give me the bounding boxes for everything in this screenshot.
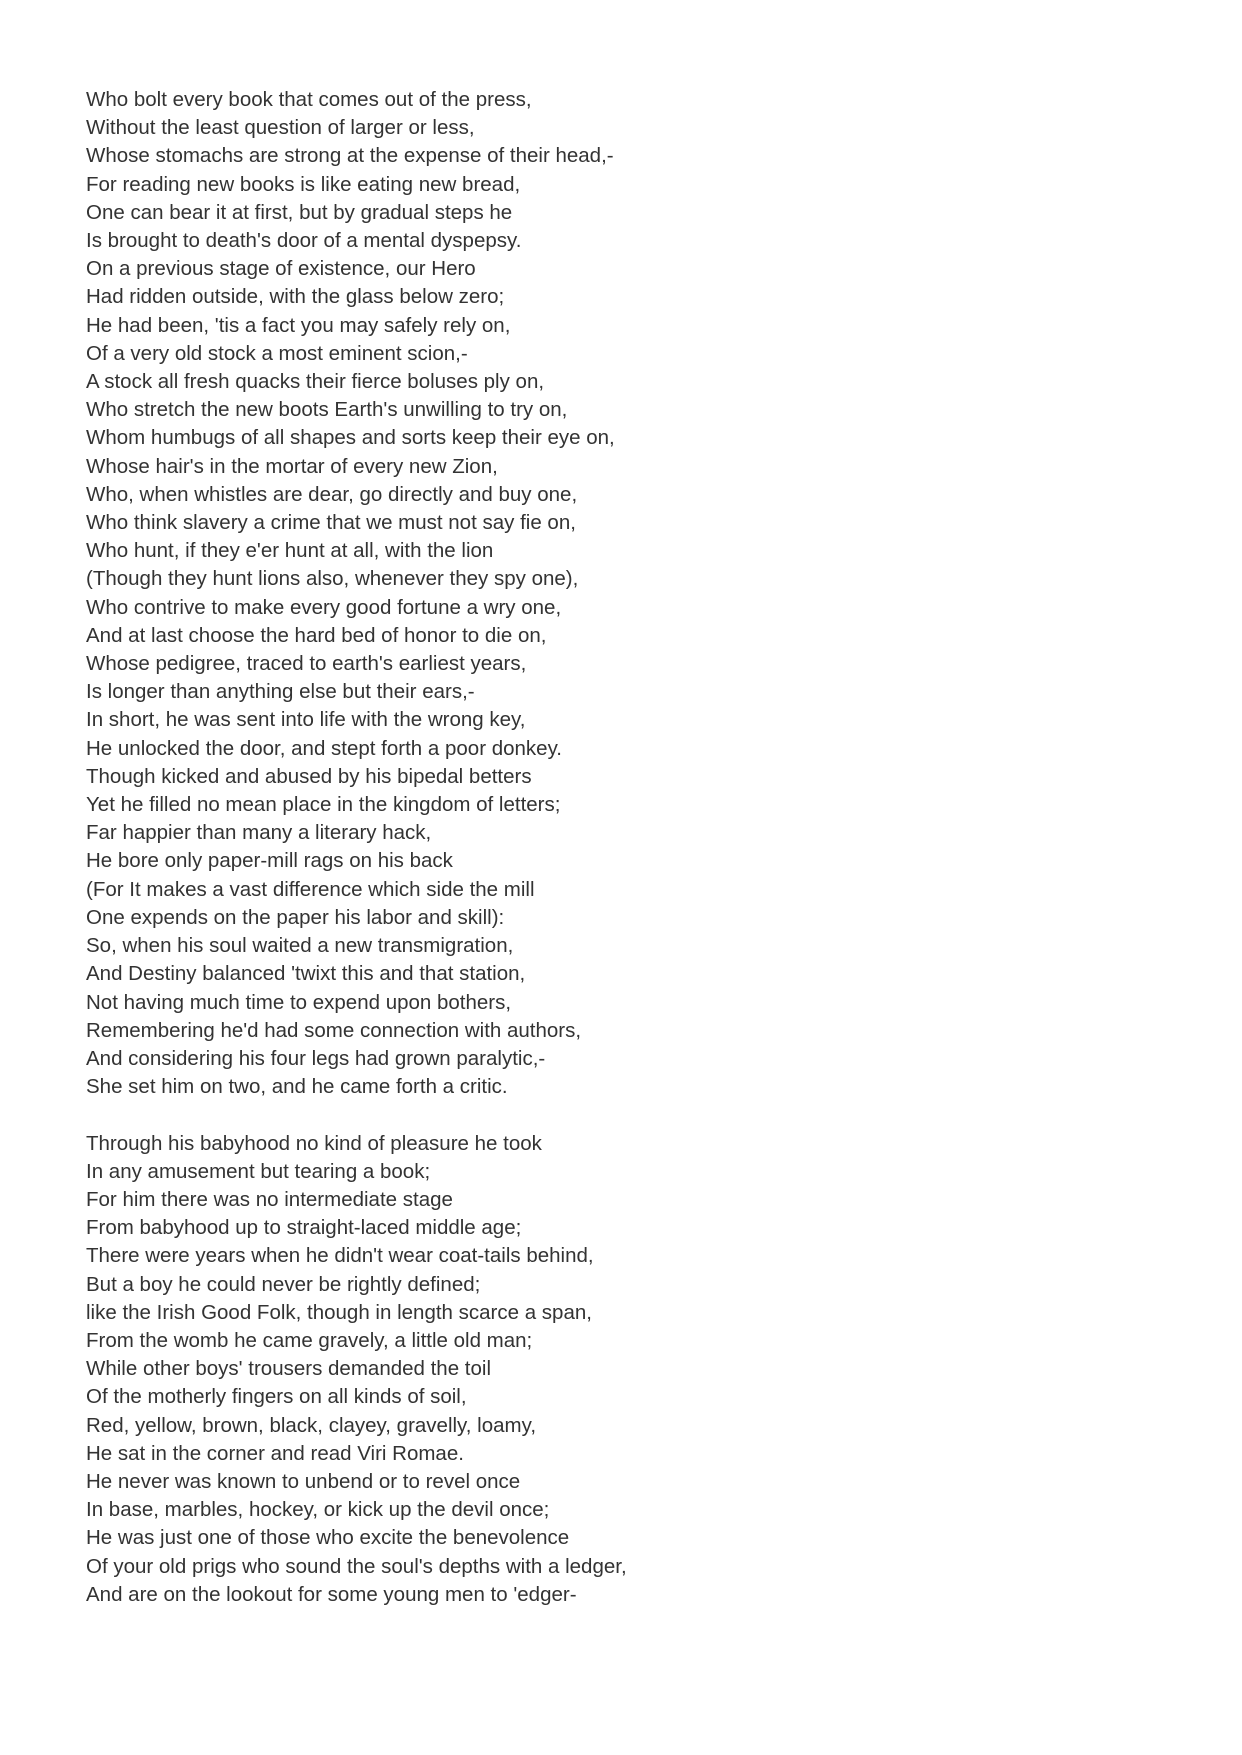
poem-line: Whose stomachs are strong at the expense of their head,- xyxy=(86,144,614,168)
poem-line: Is brought to death's door of a mental dyspepsy. xyxy=(86,229,522,253)
poem-line: In base, marbles, hockey, or kick up the devil once; xyxy=(86,1498,550,1522)
poem-line: From babyhood up to straight-laced middle age; xyxy=(86,1216,522,1240)
poem-line: And at last choose the hard bed of honor to die on, xyxy=(86,623,547,647)
poem-line: From the womb he came gravely, a little old man; xyxy=(86,1328,533,1352)
poem-line: Remembering he'd had some connection with authors, xyxy=(86,1018,582,1042)
poem-line: Whose pedigree, traced to earth's earliest years, xyxy=(86,652,527,676)
poem-line: (For It makes a vast difference which side the mill xyxy=(86,877,535,901)
poem-line: So, when his soul waited a new transmigration, xyxy=(86,934,514,958)
poem-line: And are on the lookout for some young men to 'edger- xyxy=(86,1582,577,1606)
document-page xyxy=(86,86,1186,1609)
poem-line: Red, yellow, brown, black, clayey, gravelly, loamy, xyxy=(86,1413,537,1437)
poem-line: Without the least question of larger or less, xyxy=(86,116,475,140)
poem-line: Is longer than anything else but their ears,- xyxy=(86,680,475,704)
poem-line: (Though they hunt lions also, whenever they spy one), xyxy=(86,567,579,591)
poem-line: Of a very old stock a most eminent scion,- xyxy=(86,341,468,365)
poem-line: Who stretch the new boots Earth's unwilling to try on, xyxy=(86,398,568,422)
poem-line: He bore only paper-mill rags on his back xyxy=(86,849,453,873)
poem-line: She set him on two, and he came forth a critic. xyxy=(86,1075,508,1099)
poem-line: And considering his four legs had grown paralytic,- xyxy=(86,1046,546,1070)
poem-line: There were years when he didn't wear coat-tails behind, xyxy=(86,1244,594,1268)
poem-line: But a boy he could never be rightly defined; xyxy=(86,1272,481,1296)
poem-line: Who, when whistles are dear, go directly and buy one, xyxy=(86,482,578,506)
poem-line: Whom humbugs of all shapes and sorts keep their eye on, xyxy=(86,426,615,450)
stanza-2 xyxy=(86,1130,1186,1609)
poem-line: Though kicked and abused by his bipedal betters xyxy=(86,764,532,788)
poem-line: In short, he was sent into life with the wrong key, xyxy=(86,708,526,732)
poem-line: On a previous stage of existence, our Hero xyxy=(86,257,476,281)
poem-line: One can bear it at first, but by gradual steps he xyxy=(86,200,513,224)
poem-line: Not having much time to expend upon bothers, xyxy=(86,990,512,1014)
poem-line: Who think slavery a crime that we must not say fie on, xyxy=(86,511,576,535)
poem-line: Who hunt, if they e'er hunt at all, with the lion xyxy=(86,539,494,563)
poem-line: He had been, 'tis a fact you may safely rely on, xyxy=(86,313,511,337)
stanza-1 xyxy=(86,86,1186,1101)
poem-line: For reading new books is like eating new bread, xyxy=(86,172,521,196)
poem-line: While other boys' trousers demanded the toil xyxy=(86,1357,492,1381)
poem-line: A stock all fresh quacks their fierce boluses ply on, xyxy=(86,370,545,394)
poem-line: Who contrive to make every good fortune a wry one, xyxy=(86,595,562,619)
poem-line: He was just one of those who excite the benevolence xyxy=(86,1526,570,1550)
poem-line: like the Irish Good Folk, though in length scarce a span, xyxy=(86,1300,592,1324)
poem-line: Who bolt every book that comes out of the press, xyxy=(86,88,532,111)
poem-line: Yet he filled no mean place in the kingdom of letters; xyxy=(86,793,561,817)
poem-line: He never was known to unbend or to revel once xyxy=(86,1469,521,1493)
poem-line: In any amusement but tearing a book; xyxy=(86,1159,431,1183)
poem-line: For him there was no intermediate stage xyxy=(86,1187,453,1211)
poem-line: Of the motherly fingers on all kinds of soil, xyxy=(86,1385,467,1409)
poem-line: Through his babyhood no kind of pleasure he took xyxy=(86,1131,542,1155)
poem-line: Far happier than many a literary hack, xyxy=(86,821,432,845)
poem-line: He sat in the corner and read Viri Romae. xyxy=(86,1441,464,1465)
poem-line: Of your old prigs who sound the soul's depths with a ledger, xyxy=(86,1554,627,1578)
poem-line: And Destiny balanced 'twixt this and that station, xyxy=(86,962,526,986)
poem-line: He unlocked the door, and stept forth a poor donkey. xyxy=(86,736,562,760)
poem-line: One expends on the paper his labor and skill): xyxy=(86,905,505,929)
poem-line: Had ridden outside, with the glass below zero; xyxy=(86,285,505,309)
poem-line: Whose hair's in the mortar of every new Zion, xyxy=(86,454,498,478)
